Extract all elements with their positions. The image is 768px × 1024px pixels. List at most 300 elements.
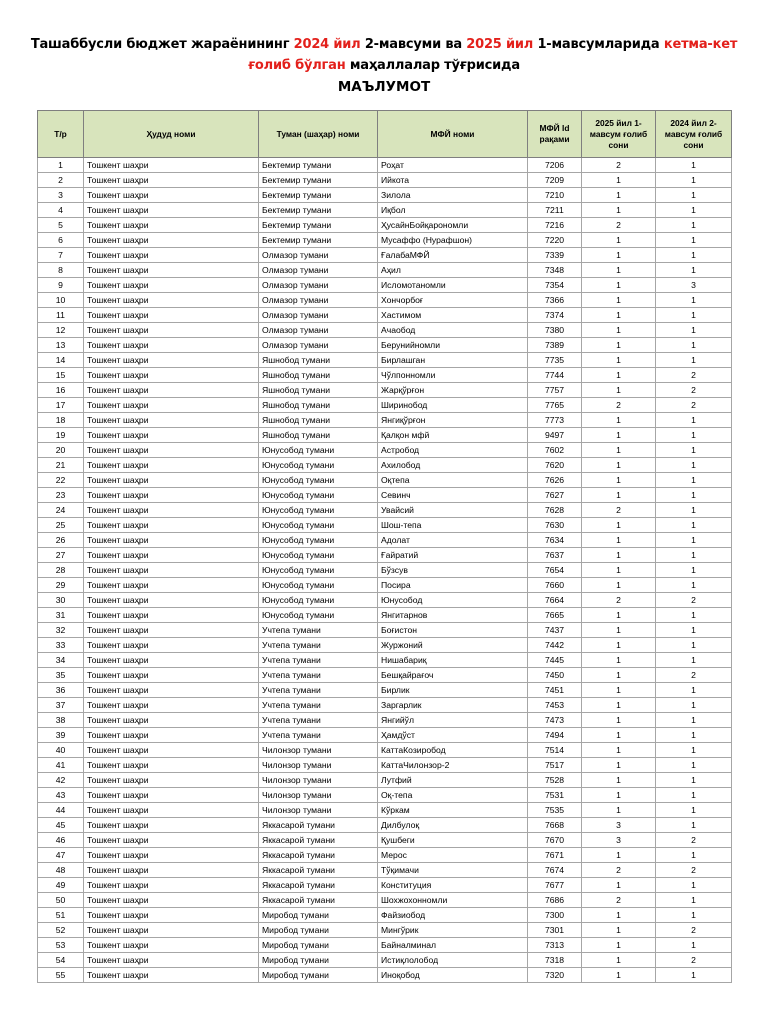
cell-row-number: 46 (38, 833, 84, 848)
cell-2024-wins: 1 (656, 413, 732, 428)
cell-mahalla-id: 7637 (528, 548, 582, 563)
cell-mahalla: Зилола (378, 188, 528, 203)
cell-region: Тошкент шаҳри (84, 773, 259, 788)
cell-mahalla: Лутфий (378, 773, 528, 788)
cell-2025-wins: 1 (582, 413, 656, 428)
table-row (38, 593, 732, 608)
table-row (38, 338, 732, 353)
table-row (38, 158, 732, 173)
document-title (0, 34, 768, 98)
cell-mahalla: Янгийўл (378, 713, 528, 728)
cell-mahalla-id: 7670 (528, 833, 582, 848)
cell-row-number: 33 (38, 638, 84, 653)
cell-2024-wins: 1 (656, 908, 732, 923)
cell-2024-wins: 1 (656, 263, 732, 278)
cell-row-number: 43 (38, 788, 84, 803)
cell-row-number: 13 (38, 338, 84, 353)
cell-mahalla: Бирлашган (378, 353, 528, 368)
cell-mahalla: Тўқимачи (378, 863, 528, 878)
cell-mahalla-id: 7318 (528, 953, 582, 968)
cell-region: Тошкент шаҳри (84, 608, 259, 623)
title-highlight-winners: ғолиб бўлган (248, 58, 346, 73)
cell-row-number: 30 (38, 593, 84, 608)
cell-region: Тошкент шаҳри (84, 428, 259, 443)
cell-2025-wins: 1 (582, 323, 656, 338)
cell-2024-wins: 1 (656, 893, 732, 908)
cell-district: Бектемир тумани (259, 233, 378, 248)
cell-2024-wins: 1 (656, 743, 732, 758)
cell-region: Тошкент шаҳри (84, 548, 259, 563)
title-line-2 (0, 55, 768, 76)
cell-2024-wins: 1 (656, 308, 732, 323)
cell-mahalla: Истиқлолобод (378, 953, 528, 968)
table-row (38, 953, 732, 968)
cell-region: Тошкент шаҳри (84, 203, 259, 218)
cell-2024-wins: 2 (656, 863, 732, 878)
table-row (38, 968, 732, 983)
cell-2024-wins: 1 (656, 638, 732, 653)
cell-district: Учтепа тумани (259, 698, 378, 713)
cell-district: Чилонзор тумани (259, 803, 378, 818)
cell-mahalla: Астробод (378, 443, 528, 458)
table-row (38, 398, 732, 413)
cell-region: Тошкент шаҳри (84, 818, 259, 833)
cell-district: Юнусобод тумани (259, 503, 378, 518)
cell-region: Тошкент шаҳри (84, 593, 259, 608)
cell-mahalla: Севинч (378, 488, 528, 503)
cell-district: Учтепа тумани (259, 683, 378, 698)
cell-mahalla-id: 7627 (528, 488, 582, 503)
table-row (38, 293, 732, 308)
cell-region: Тошкент шаҳри (84, 938, 259, 953)
cell-2025-wins: 1 (582, 383, 656, 398)
header-mahalla-id: МФЙ Id рақами (528, 111, 582, 158)
cell-row-number: 18 (38, 413, 84, 428)
cell-2024-wins: 1 (656, 683, 732, 698)
cell-2025-wins: 1 (582, 908, 656, 923)
table-row (38, 488, 732, 503)
cell-mahalla-id: 7494 (528, 728, 582, 743)
cell-region: Тошкент шаҳри (84, 953, 259, 968)
cell-2024-wins: 1 (656, 443, 732, 458)
cell-2025-wins: 1 (582, 308, 656, 323)
table-row (38, 563, 732, 578)
cell-district: Миробод тумани (259, 908, 378, 923)
cell-region: Тошкент шаҳри (84, 158, 259, 173)
cell-2024-wins: 1 (656, 488, 732, 503)
cell-district: Учтепа тумани (259, 728, 378, 743)
cell-mahalla: Бешқайрағоч (378, 668, 528, 683)
table-row (38, 533, 732, 548)
cell-2024-wins: 2 (656, 833, 732, 848)
cell-region: Тошкент шаҳри (84, 758, 259, 773)
cell-mahalla: Конституция (378, 878, 528, 893)
cell-2024-wins: 3 (656, 278, 732, 293)
cell-2024-wins: 2 (656, 398, 732, 413)
cell-district: Яшнобод тумани (259, 383, 378, 398)
table-row (38, 548, 732, 563)
cell-row-number: 26 (38, 533, 84, 548)
cell-mahalla-id: 7211 (528, 203, 582, 218)
cell-mahalla-id: 7517 (528, 758, 582, 773)
cell-row-number: 19 (38, 428, 84, 443)
cell-2024-wins: 1 (656, 518, 732, 533)
cell-district: Юнусобод тумани (259, 578, 378, 593)
cell-district: Олмазор тумани (259, 323, 378, 338)
cell-2024-wins: 1 (656, 503, 732, 518)
title-highlight-year-2024: 2024 йил (293, 37, 361, 52)
cell-mahalla-id: 7216 (528, 218, 582, 233)
cell-mahalla: Аҳил (378, 263, 528, 278)
table-row (38, 608, 732, 623)
cell-2025-wins: 1 (582, 713, 656, 728)
header-2025-season-1-wins: 2025 йил 1-мавсум ғолиб сони (582, 111, 656, 158)
table-row (38, 443, 732, 458)
cell-row-number: 20 (38, 443, 84, 458)
cell-2024-wins: 2 (656, 593, 732, 608)
cell-district: Яшнобод тумани (259, 413, 378, 428)
cell-2025-wins: 3 (582, 818, 656, 833)
cell-row-number: 52 (38, 923, 84, 938)
cell-mahalla: Посира (378, 578, 528, 593)
table-row (38, 458, 732, 473)
cell-district: Юнусобод тумани (259, 548, 378, 563)
cell-mahalla-id: 7773 (528, 413, 582, 428)
table-row (38, 713, 732, 728)
cell-mahalla-id: 7765 (528, 398, 582, 413)
cell-mahalla-id: 7668 (528, 818, 582, 833)
cell-2024-wins: 1 (656, 188, 732, 203)
cell-mahalla-id: 7686 (528, 893, 582, 908)
header-row-number: Т/р (38, 111, 84, 158)
table-row (38, 878, 732, 893)
cell-district: Чилонзор тумани (259, 758, 378, 773)
cell-mahalla-id: 7389 (528, 338, 582, 353)
cell-mahalla: Иноқобод (378, 968, 528, 983)
cell-row-number: 42 (38, 773, 84, 788)
cell-2025-wins: 1 (582, 443, 656, 458)
cell-2024-wins: 1 (656, 728, 732, 743)
cell-district: Олмазор тумани (259, 293, 378, 308)
cell-region: Тошкент шаҳри (84, 788, 259, 803)
cell-mahalla: Берунийномли (378, 338, 528, 353)
cell-region: Тошкент шаҳри (84, 533, 259, 548)
table-row (38, 938, 732, 953)
cell-row-number: 15 (38, 368, 84, 383)
cell-2024-wins: 1 (656, 338, 732, 353)
cell-mahalla: Оқтепа (378, 473, 528, 488)
cell-mahalla: Нишабариқ (378, 653, 528, 668)
cell-mahalla-id: 7313 (528, 938, 582, 953)
cell-district: Миробод тумани (259, 938, 378, 953)
table-row (38, 623, 732, 638)
cell-region: Тошкент шаҳри (84, 458, 259, 473)
cell-district: Бектемир тумани (259, 218, 378, 233)
cell-2025-wins: 2 (582, 593, 656, 608)
cell-mahalla: КаттаЧилонзор-2 (378, 758, 528, 773)
cell-mahalla-id: 7531 (528, 788, 582, 803)
table-row (38, 923, 732, 938)
cell-mahalla-id: 7677 (528, 878, 582, 893)
cell-mahalla-id: 7451 (528, 683, 582, 698)
cell-region: Тошкент шаҳри (84, 323, 259, 338)
cell-district: Олмазор тумани (259, 308, 378, 323)
cell-row-number: 4 (38, 203, 84, 218)
title-highlight-consecutive: кетма-кет (663, 37, 738, 52)
cell-region: Тошкент шаҳри (84, 863, 259, 878)
cell-mahalla-id: 7453 (528, 698, 582, 713)
cell-2024-wins: 1 (656, 878, 732, 893)
table-row (38, 818, 732, 833)
cell-2025-wins: 1 (582, 953, 656, 968)
cell-district: Бектемир тумани (259, 173, 378, 188)
cell-mahalla-id: 7628 (528, 503, 582, 518)
cell-mahalla-id: 7339 (528, 248, 582, 263)
table-row (38, 383, 732, 398)
cell-mahalla-id: 7473 (528, 713, 582, 728)
cell-region: Тошкент шаҳри (84, 833, 259, 848)
cell-district: Юнусобод тумани (259, 563, 378, 578)
cell-district: Яккасарой тумани (259, 848, 378, 863)
cell-2025-wins: 1 (582, 743, 656, 758)
cell-2025-wins: 1 (582, 203, 656, 218)
table-body (38, 158, 732, 983)
table-row (38, 758, 732, 773)
table-row (38, 803, 732, 818)
cell-2024-wins: 1 (656, 158, 732, 173)
table-row (38, 683, 732, 698)
cell-region: Тошкент шаҳри (84, 968, 259, 983)
cell-2025-wins: 1 (582, 518, 656, 533)
cell-row-number: 50 (38, 893, 84, 908)
cell-row-number: 23 (38, 488, 84, 503)
winners-table (37, 110, 732, 983)
cell-2025-wins: 1 (582, 473, 656, 488)
cell-2024-wins: 1 (656, 938, 732, 953)
cell-mahalla-id: 7602 (528, 443, 582, 458)
cell-mahalla-id: 7664 (528, 593, 582, 608)
cell-mahalla-id: 7380 (528, 323, 582, 338)
cell-2024-wins: 1 (656, 818, 732, 833)
table-row (38, 323, 732, 338)
cell-mahalla-id: 7442 (528, 638, 582, 653)
cell-region: Тошкент шаҳри (84, 188, 259, 203)
table-row (38, 833, 732, 848)
cell-2025-wins: 2 (582, 398, 656, 413)
cell-region: Тошкент шаҳри (84, 908, 259, 923)
cell-mahalla: Оқ-тепа (378, 788, 528, 803)
cell-mahalla: ҲусайнБойқарономли (378, 218, 528, 233)
header-region-name: Ҳудуд номи (84, 111, 259, 158)
cell-row-number: 31 (38, 608, 84, 623)
cell-region: Тошкент шаҳри (84, 293, 259, 308)
cell-2025-wins: 1 (582, 428, 656, 443)
cell-2025-wins: 1 (582, 248, 656, 263)
cell-2024-wins: 1 (656, 293, 732, 308)
cell-2024-wins: 1 (656, 233, 732, 248)
table-row (38, 908, 732, 923)
cell-2024-wins: 2 (656, 923, 732, 938)
cell-mahalla-id: 7209 (528, 173, 582, 188)
cell-district: Учтепа тумани (259, 653, 378, 668)
cell-mahalla-id: 7366 (528, 293, 582, 308)
cell-2025-wins: 3 (582, 833, 656, 848)
cell-mahalla-id: 7735 (528, 353, 582, 368)
cell-mahalla: Хончорбоғ (378, 293, 528, 308)
title-line-1 (0, 34, 768, 55)
cell-2025-wins: 1 (582, 353, 656, 368)
cell-mahalla-id: 7437 (528, 623, 582, 638)
table-header (38, 111, 732, 158)
header-2024-season-2-wins: 2024 йил 2-мавсум ғолиб сони (656, 111, 732, 158)
table-row (38, 578, 732, 593)
cell-2024-wins: 1 (656, 653, 732, 668)
table-row (38, 698, 732, 713)
cell-2025-wins: 1 (582, 773, 656, 788)
cell-row-number: 51 (38, 908, 84, 923)
cell-mahalla-id: 7674 (528, 863, 582, 878)
cell-row-number: 55 (38, 968, 84, 983)
cell-row-number: 34 (38, 653, 84, 668)
cell-mahalla: Иқбол (378, 203, 528, 218)
cell-row-number: 21 (38, 458, 84, 473)
table-row (38, 353, 732, 368)
cell-2025-wins: 1 (582, 608, 656, 623)
cell-mahalla: Адолат (378, 533, 528, 548)
cell-2024-wins: 1 (656, 578, 732, 593)
table-row (38, 233, 732, 248)
cell-2024-wins: 1 (656, 173, 732, 188)
cell-mahalla: ҒалабаМФЙ (378, 248, 528, 263)
cell-district: Юнусобод тумани (259, 518, 378, 533)
cell-row-number: 17 (38, 398, 84, 413)
cell-2025-wins: 1 (582, 788, 656, 803)
cell-2025-wins: 1 (582, 653, 656, 668)
cell-mahalla: Дилбулоқ (378, 818, 528, 833)
cell-mahalla-id: 7210 (528, 188, 582, 203)
cell-mahalla: Увайсий (378, 503, 528, 518)
cell-2025-wins: 2 (582, 158, 656, 173)
cell-row-number: 41 (38, 758, 84, 773)
title-highlight-year-2025: 2025 йил (466, 37, 534, 52)
cell-district: Олмазор тумани (259, 338, 378, 353)
cell-region: Тошкент шаҳри (84, 623, 259, 638)
cell-2024-wins: 1 (656, 758, 732, 773)
cell-2024-wins: 2 (656, 668, 732, 683)
cell-2025-wins: 2 (582, 893, 656, 908)
cell-mahalla-id: 7630 (528, 518, 582, 533)
cell-region: Тошкент шаҳри (84, 893, 259, 908)
cell-mahalla-id: 7744 (528, 368, 582, 383)
cell-2024-wins: 1 (656, 788, 732, 803)
cell-mahalla: Мингўрик (378, 923, 528, 938)
cell-district: Бектемир тумани (259, 158, 378, 173)
cell-region: Тошкент шаҳри (84, 473, 259, 488)
table-row (38, 773, 732, 788)
cell-2025-wins: 1 (582, 728, 656, 743)
cell-mahalla-id: 7206 (528, 158, 582, 173)
cell-2025-wins: 1 (582, 578, 656, 593)
cell-2025-wins: 1 (582, 638, 656, 653)
cell-district: Яшнобод тумани (259, 428, 378, 443)
cell-district: Олмазор тумани (259, 248, 378, 263)
table-row (38, 218, 732, 233)
cell-2024-wins: 1 (656, 428, 732, 443)
cell-2024-wins: 2 (656, 383, 732, 398)
cell-mahalla: Кўркам (378, 803, 528, 818)
cell-mahalla-id: 7634 (528, 533, 582, 548)
cell-2024-wins: 1 (656, 353, 732, 368)
cell-2024-wins: 1 (656, 323, 732, 338)
cell-region: Тошкент шаҳри (84, 173, 259, 188)
cell-mahalla: Юнусобод (378, 593, 528, 608)
cell-2025-wins: 1 (582, 698, 656, 713)
cell-mahalla: Заргарлик (378, 698, 528, 713)
table-row (38, 263, 732, 278)
cell-2024-wins: 1 (656, 968, 732, 983)
header-mahalla-name: МФЙ номи (378, 111, 528, 158)
cell-2025-wins: 1 (582, 173, 656, 188)
cell-2024-wins: 1 (656, 698, 732, 713)
cell-district: Юнусобод тумани (259, 443, 378, 458)
cell-row-number: 24 (38, 503, 84, 518)
cell-row-number: 11 (38, 308, 84, 323)
cell-region: Тошкент шаҳри (84, 848, 259, 863)
cell-region: Тошкент шаҳри (84, 248, 259, 263)
table-row (38, 413, 732, 428)
cell-region: Тошкент шаҳри (84, 503, 259, 518)
cell-row-number: 29 (38, 578, 84, 593)
cell-2025-wins: 1 (582, 563, 656, 578)
cell-mahalla: Ачаобод (378, 323, 528, 338)
cell-row-number: 25 (38, 518, 84, 533)
cell-2025-wins: 1 (582, 188, 656, 203)
cell-mahalla: Янгитарнов (378, 608, 528, 623)
table-row (38, 188, 732, 203)
cell-district: Яккасарой тумани (259, 863, 378, 878)
cell-mahalla: Исломотаномли (378, 278, 528, 293)
cell-2025-wins: 1 (582, 938, 656, 953)
cell-district: Юнусобод тумани (259, 533, 378, 548)
cell-2024-wins: 1 (656, 848, 732, 863)
cell-mahalla: Роҳат (378, 158, 528, 173)
cell-2025-wins: 1 (582, 278, 656, 293)
cell-region: Тошкент шаҳри (84, 218, 259, 233)
table-row (38, 203, 732, 218)
cell-mahalla: КаттаКозиробод (378, 743, 528, 758)
cell-mahalla-id: 7654 (528, 563, 582, 578)
title-text: 1-мавсумларида (533, 37, 664, 52)
cell-region: Тошкент шаҳри (84, 713, 259, 728)
cell-row-number: 7 (38, 248, 84, 263)
cell-region: Тошкент шаҳри (84, 263, 259, 278)
cell-2024-wins: 1 (656, 458, 732, 473)
cell-2024-wins: 1 (656, 623, 732, 638)
table-row (38, 638, 732, 653)
cell-region: Тошкент шаҳри (84, 803, 259, 818)
cell-district: Учтепа тумани (259, 713, 378, 728)
cell-district: Юнусобод тумани (259, 608, 378, 623)
cell-district: Учтепа тумани (259, 638, 378, 653)
cell-region: Тошкент шаҳри (84, 698, 259, 713)
cell-2025-wins: 1 (582, 263, 656, 278)
cell-region: Тошкент шаҳри (84, 488, 259, 503)
cell-row-number: 49 (38, 878, 84, 893)
cell-2025-wins: 2 (582, 863, 656, 878)
cell-row-number: 37 (38, 698, 84, 713)
cell-row-number: 54 (38, 953, 84, 968)
table-row (38, 173, 732, 188)
